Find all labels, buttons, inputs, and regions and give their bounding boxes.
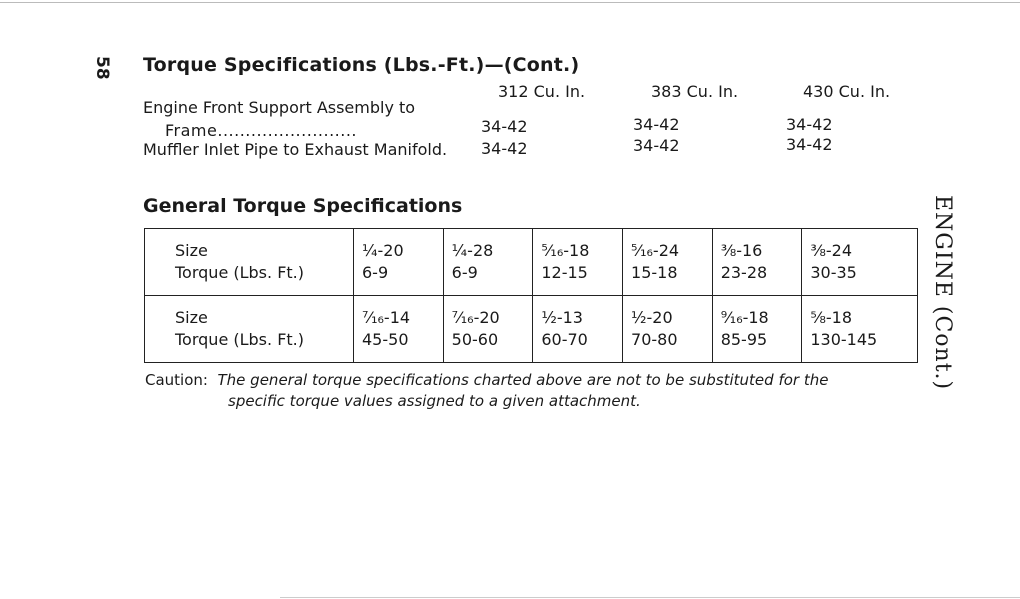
size: ½-20 xyxy=(631,308,673,327)
scan-edge-line xyxy=(280,597,1020,598)
general-torque-table xyxy=(144,228,918,363)
size: ⁷⁄₁₆-20 xyxy=(451,308,500,327)
size: ⅝-18 xyxy=(810,308,852,327)
cell xyxy=(712,229,802,296)
size-label: Size xyxy=(175,308,208,327)
cell xyxy=(354,296,444,363)
table-row xyxy=(145,229,918,296)
size-label: Size xyxy=(175,241,208,260)
section-heading: General Torque Specifications xyxy=(143,195,463,217)
torque: 6-9 xyxy=(362,263,389,282)
row-value: 34-42 xyxy=(633,115,680,134)
row-label: Engine Front Support Assembly to xyxy=(143,98,416,117)
page-number: 58 xyxy=(92,56,112,80)
caution-text-cont: specific torque values assigned to a given attachment. xyxy=(228,392,641,410)
caution-note xyxy=(145,370,828,412)
torque: 45-50 xyxy=(362,330,409,349)
torque: 130-145 xyxy=(810,330,878,349)
size: ⁹⁄₁₆-18 xyxy=(720,308,769,327)
cell xyxy=(712,296,802,363)
label-cell xyxy=(145,296,354,363)
column-header: 430 Cu. In. xyxy=(803,82,891,101)
cell xyxy=(533,229,623,296)
torque: 60-70 xyxy=(541,330,588,349)
caution-text: The general torque specifications charted above are not to be substituted for the xyxy=(217,371,829,389)
torque-label: Torque (Lbs. Ft.) xyxy=(175,330,304,349)
row-label: Muffler Inlet Pipe to Exhaust Manifold. xyxy=(143,140,448,159)
cell xyxy=(533,296,623,363)
size: ⅜-24 xyxy=(810,241,852,260)
size: ⁵⁄₁₆-18 xyxy=(541,241,590,260)
size: ½-13 xyxy=(541,308,583,327)
size: ¼-20 xyxy=(362,241,404,260)
page-title: Torque Specifications (Lbs.-Ft.)—(Cont.) xyxy=(143,54,580,76)
torque: 23-28 xyxy=(720,263,768,282)
row-value: 34-42 xyxy=(786,135,833,154)
row-value: 34-42 xyxy=(481,139,528,158)
table-row xyxy=(145,296,918,363)
torque-label: Torque (Lbs. Ft.) xyxy=(175,263,304,282)
row-value: 34-42 xyxy=(633,136,680,155)
size: ⁵⁄₁₆-24 xyxy=(631,241,680,260)
torque: 50-60 xyxy=(451,330,499,349)
torque: 15-18 xyxy=(631,263,678,282)
torque: 70-80 xyxy=(631,330,678,349)
row-value: 34-42 xyxy=(481,117,528,136)
caution-label: Caution: xyxy=(145,371,208,389)
size: ¼-28 xyxy=(451,241,494,260)
cell xyxy=(802,296,918,363)
size: ⅜-16 xyxy=(720,241,763,260)
cell xyxy=(802,229,918,296)
torque: 30-35 xyxy=(810,263,857,282)
size: ⁷⁄₁₆-14 xyxy=(362,308,411,327)
column-header: 312 Cu. In. xyxy=(498,82,586,101)
cell xyxy=(354,229,444,296)
label-cell xyxy=(145,229,354,296)
cell xyxy=(623,229,713,296)
torque: 6-9 xyxy=(451,263,478,282)
column-header: 383 Cu. In. xyxy=(651,82,739,101)
cell xyxy=(443,296,533,363)
cell xyxy=(443,229,533,296)
row-label-cont: Frame......................... xyxy=(165,121,357,140)
cell xyxy=(623,296,713,363)
torque: 12-15 xyxy=(541,263,588,282)
torque: 85-95 xyxy=(720,330,768,349)
side-section-label: ENGINE (Cont.) xyxy=(930,195,955,391)
scan-edge-line xyxy=(0,2,1020,3)
row-value: 34-42 xyxy=(786,115,833,134)
